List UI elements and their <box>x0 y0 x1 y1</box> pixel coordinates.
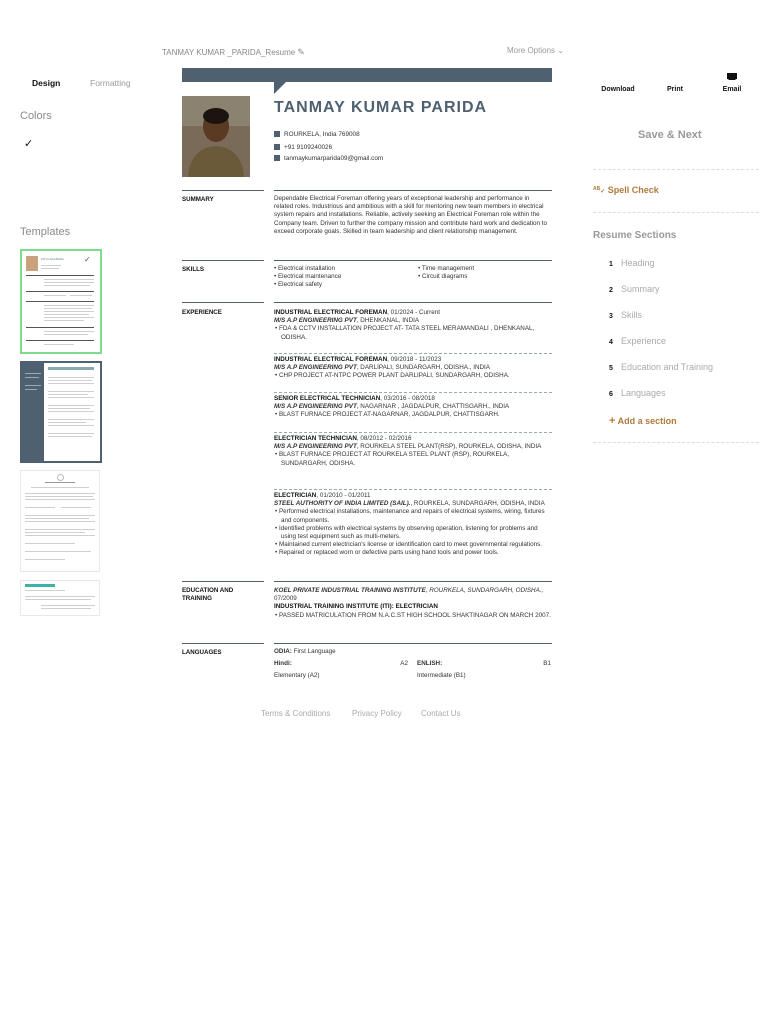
divider <box>593 212 759 213</box>
resume-sections-heading: Resume Sections <box>593 230 677 241</box>
section-item-heading[interactable]: 1 Heading <box>609 258 655 268</box>
section-item-experience[interactable]: 4 Experience <box>609 336 667 346</box>
template-thumbnail-2[interactable] <box>20 361 102 463</box>
selected-check-icon: ✓ <box>84 255 91 264</box>
education-item: KOEL PRIVATE INDUSTRIAL TRAINING INSTITUTE, ROURKELA, SUNDARGARH, ODISHA., 07/2009 INDUSTRIAL TRAINING INSTITUTE (ITI): ELECTRICIAN • PASSED MATRICULATION FROM N.A.C.ST HIGH SCHOOL SHAKTINAGAR ON MARCH 2007. <box>274 587 551 619</box>
divider <box>593 442 759 443</box>
section-rule <box>182 190 264 191</box>
resume-header-bar <box>182 68 552 82</box>
email-button[interactable]: Email <box>722 86 742 93</box>
section-rule <box>274 190 552 191</box>
profile-photo <box>182 96 250 177</box>
add-section-label: Add a section <box>617 416 677 426</box>
download-button[interactable]: Download <box>601 86 635 93</box>
colors-heading: Colors <box>20 110 52 122</box>
divider <box>274 353 552 354</box>
spell-check-label: Spell Check <box>607 185 659 195</box>
skill-item: • Electrical safety <box>274 281 323 289</box>
section-item-languages[interactable]: 6 Languages <box>609 388 666 398</box>
checkmark-icon[interactable]: ✓ <box>24 138 34 150</box>
language-item-hindi: Hindi: A2 Elementary (A2) <box>274 660 408 680</box>
divider <box>593 169 759 170</box>
plus-icon: + <box>609 415 616 427</box>
email-text: tanmaykumarparida09@gmail.com <box>284 155 384 162</box>
phone-text: +91 9109240026 <box>284 144 333 151</box>
section-rule <box>274 260 552 261</box>
contact-link[interactable]: Contact Us <box>421 709 461 718</box>
more-options-label: More Options <box>507 46 556 55</box>
template-photo <box>26 256 38 271</box>
experience-item: INDUSTRIAL ELECTRICAL FOREMAN, 09/2018 - 11/2023 M/S A.P ENGINEERING PVT, DARLIPALI, SUNDARGARH, ODISHA., INDIA • CHP PROJECT AT-NTPC POWER PLANT DARLIPALI, SUNDARGARH, ODISHA. <box>274 356 510 380</box>
divider <box>274 489 552 490</box>
document-title-text: TANMAY KUMAR _PARIDA_Resume <box>162 48 296 57</box>
skill-item: • Circuit diagrams <box>418 273 468 281</box>
native-language: ODIA: First Language <box>274 648 336 655</box>
experience-item: SENIOR ELECTRICAL TECHNICIAN, 03/2016 - 08/2018 M/S A.P ENGINEERING PVT, NAGARNAR , JAGDALPUR, CHATTISGARH., INDIA • BLAST FURNACE PROJECT AT-NAGARNAR, JAGDALPUR, CHATTISGARH. <box>274 395 510 419</box>
privacy-link[interactable]: Privacy Policy <box>352 709 402 718</box>
location-icon <box>274 131 280 137</box>
save-next-button[interactable]: Save & Next <box>638 129 702 141</box>
add-section-button[interactable] <box>609 415 677 427</box>
skills-col-1 <box>274 265 414 290</box>
summary-heading: SUMMARY <box>182 196 214 203</box>
template-thumbnail-3[interactable] <box>20 470 100 572</box>
pencil-icon[interactable]: ✎ <box>297 47 305 57</box>
header-notch <box>274 82 286 94</box>
print-button[interactable]: Print <box>667 86 683 93</box>
tab-design[interactable]: Design <box>32 78 61 88</box>
experience-item: INDUSTRIAL ELECTRICAL FOREMAN, 01/2024 - Current M/S A.P ENGINEERING PVT, DHENKANAL, INDIA • FDA & CCTV INSTALLATION PROJECT AT- TATA STEEL MERAMANDALI , DHENKANAL, ODISHA. <box>274 309 535 341</box>
section-item-skills[interactable]: 3 Skills <box>609 310 643 320</box>
skills-col-2 <box>418 265 552 281</box>
experience-heading: EXPERIENCE <box>182 309 222 316</box>
skills-heading: SKILLS <box>182 266 205 273</box>
location-text: ROURKELA, India 769008 <box>284 131 360 138</box>
template-thumbnail-4[interactable] <box>20 580 100 616</box>
languages-heading: LANGUAGES <box>182 649 222 656</box>
tab-formatting[interactable]: Formatting <box>90 78 131 88</box>
section-rule <box>182 643 264 644</box>
template-thumbnail-1[interactable] <box>20 249 102 354</box>
divider <box>274 432 552 433</box>
summary-text: Dependable Electrical Foreman offering years of exceptional leadership and performance in related roles. Industrious and ambitious with a skill for mentoring new team members in electrical system repairs and installations. Reliable, actively seeking an Electrical Foreman role within the Company team. Driven to further the company mission and contribute hard work and dedication to exceed corporate goals. Skilled in team leadership and client relationship management. <box>274 195 548 235</box>
divider <box>274 392 552 393</box>
chevron-down-icon: ⌄ <box>557 46 564 55</box>
terms-link[interactable]: Terms & Conditions <box>261 709 331 718</box>
document-title[interactable] <box>162 47 305 58</box>
language-item-english: ENLISH: B1 Intermediate (B1) <box>417 660 551 680</box>
phone-icon <box>274 144 280 150</box>
education-heading: EDUCATION AND TRAINING <box>182 587 234 602</box>
section-rule <box>274 581 552 582</box>
skill-item: • Electrical installation <box>274 265 336 272</box>
experience-item: ELECTRICIAN, 01/2010 - 01/2011 STEEL AUTHORITY OF INDIA LIMITED (SAIL)., ROURKELA, SUNDARGARH, ODISHA, INDIA • Performed electrical installations, maintenance and repairs of electrical systems, wiring, fixtures and components. • Identified problems with electrical systems by observing operation, listening for problems and using test equipment such as multi-meters. • Maintained current electrician's license or identification card to meet governmental regulations. • Repaired or replaced worn or defective parts using hand tools and power tools. <box>274 492 545 557</box>
skill-item: • Time management <box>418 265 475 272</box>
resume-preview[interactable] <box>182 68 552 698</box>
spell-check-icon: AB <box>593 186 601 192</box>
template-name: ZOYA AGARWAL <box>41 257 65 261</box>
contact-location <box>274 131 360 138</box>
section-rule <box>274 643 552 644</box>
email-icon[interactable] <box>727 73 737 80</box>
section-rule <box>182 581 264 582</box>
section-rule <box>182 260 264 261</box>
section-item-summary[interactable]: 2 Summary <box>609 284 660 294</box>
candidate-name: TANMAY KUMAR PARIDA <box>274 99 488 116</box>
more-options-button[interactable] <box>507 46 564 55</box>
section-rule <box>274 302 552 303</box>
contact-phone <box>274 144 332 151</box>
spell-check-button[interactable]: $^{AB}$✓ Spell Check <box>593 185 659 195</box>
templates-heading: Templates <box>20 226 71 238</box>
experience-item: ELECTRICIAN TECHNICIAN, 08/2012 - 02/2016 M/S A.P ENGINEERING PVT, ROURKELA STEEL PLANT(RSP), ROURKELA, ODISHA, INDIA • BLAST FURNACE PROJECT AT ROURKELA STEEL PLANT (RSP), ROURKELA, SUNDARGARH, ODISHA. <box>274 435 542 467</box>
section-item-education[interactable]: 5 Education and Training <box>609 362 714 372</box>
section-rule <box>182 302 264 303</box>
contact-email <box>274 155 383 162</box>
skill-item: • Electrical maintenance <box>274 273 342 281</box>
email-icon <box>274 155 280 161</box>
